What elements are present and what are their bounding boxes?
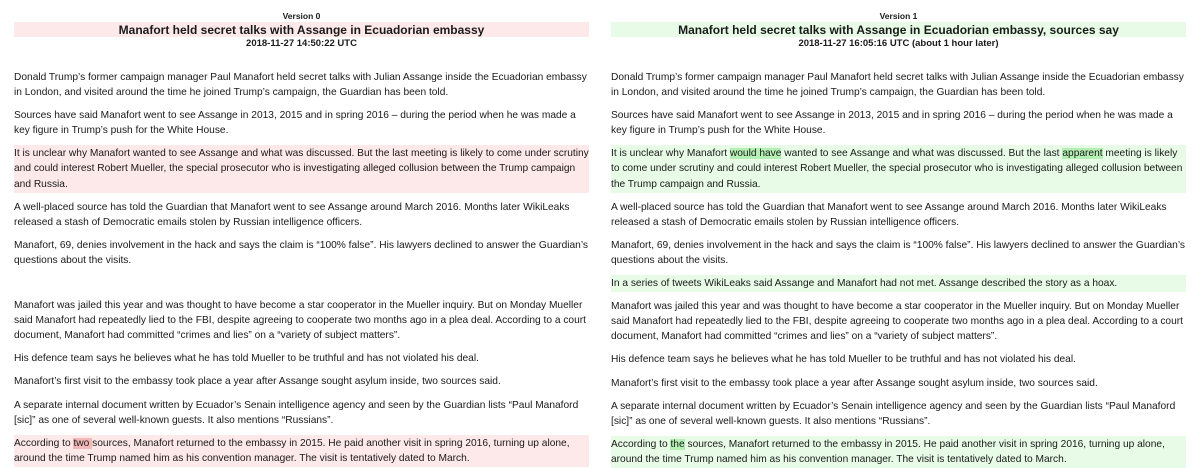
version-label: Version 0 <box>282 11 321 21</box>
text-run: According to <box>611 438 671 450</box>
text-run: meeting is likely to come under scrutiny and could interest Robert Mueller, the special prosecutor who is investigating alleged collusion between the Trump campaign and Russia. <box>611 148 1183 190</box>
paragraph: Donald Trump’s former campaign manager Paul Manafort held secret talks with Julian Assange inside the Ecuadorian embassy in London, and visited around the time he joined Trump’s campaign, the Guardian has been told. <box>14 72 587 99</box>
paragraph: Manafort was jailed this year and was thought to have become a star cooperator in the Mueller inquiry. But on Monday Mueller said Manafort had repeatedly lied to the FBI, despite agreeing to cooperate two months ago in a plea deal. According to a court document, Manafort had committed “crimes and lies” on a “variety of subject matters”. <box>611 301 1183 343</box>
text-run: sources, Manafort returned to the embassy in 2015. He paid another visit in spring 2016, turning up alone, around the time Trump named him as his convention manager. The visit is tentatively dated to March. <box>14 437 570 464</box>
removed-text: two <box>73 437 93 449</box>
text-run: wanted to see Assange and what was discussed. But the last <box>781 148 1063 160</box>
paragraph: A well-placed source has told the Guardian that Manafort went to see Assange around March 2016. Months later WikiLeaks released a stash of Democratic emails stolen by Russian intelligence officers. <box>611 201 1167 228</box>
paragraph: Manafort, 69, denies involvement in the hack and says the claim is “100% false”. His lawyers declined to answer the Guardian’s questions about the visits. <box>14 239 588 266</box>
paragraph: Manafort’s first visit to the embassy took place a year after Assange sought asylum inside, two sources said. <box>14 376 501 388</box>
timestamp: 2018-11-27 16:05:16 UTC (about 1 hour later) <box>798 38 999 49</box>
changed-paragraph <box>611 436 1186 468</box>
added-text: the <box>670 438 685 450</box>
timestamp: 2018-11-27 14:50:22 UTC <box>246 38 357 49</box>
version-label: Version 1 <box>879 11 918 21</box>
text-run: According to <box>14 437 74 449</box>
paragraph: Manafort was jailed this year and was thought to have become a star cooperator in the Mueller inquiry. But on Monday Mueller said Manafort had repeatedly lied to the FBI, despite agreeing to cooperate two months ago in a plea deal. According to a court document, Manafort had committed “crimes and lies” on a “variety of subject matters”. <box>14 300 586 342</box>
paragraph: A separate internal document written by Ecuador’s Senain intelligence agency and seen by the Guardian lists “Paul Manaford [sic]” as one of several well-known guests. It also mentions “Russians”. <box>14 399 579 426</box>
article-title: Manafort held secret talks with Assange in Ecuadorian embassy <box>14 22 589 37</box>
version-1-column <box>611 10 1186 465</box>
version-0-column <box>14 10 589 464</box>
empty-paragraph-placeholder <box>14 275 589 291</box>
paragraph: Manafort, 69, denies involvement in the hack and says the claim is “100% false”. His lawyers declined to answer the Guardian’s questions about the visits. <box>611 239 1185 266</box>
changed-paragraph <box>14 435 589 467</box>
text-run: sources, Manafort returned to the embassy in 2015. He paid another visit in spring 2016, turning up alone, around the time Trump named him as his convention manager. The visit is tentatively dated to March. <box>611 438 1165 465</box>
added-text: would have <box>729 148 782 160</box>
changed-paragraph <box>611 145 1186 192</box>
paragraph: Sources have said Manafort went to see Assange in 2013, 2015 and in spring 2016 – during the period when he was made a key figure in Trump’s push for the White House. <box>14 110 576 137</box>
article-title: Manafort held secret talks with Assange in Ecuadorian embassy, sources say <box>611 22 1186 37</box>
paragraph: Sources have said Manafort went to see Assange in 2013, 2015 and in spring 2016 – during the period when he was made a key figure in Trump’s push for the White House. <box>611 110 1173 137</box>
changed-paragraph: It is unclear why Manafort wanted to see Assange and what was discussed. But the last meeting is likely to come under scrutiny and could interest Robert Mueller, the special prosecutor who is investigating alleged collusion between the Trump campaign and Russia. <box>14 145 589 192</box>
paragraph: A separate internal document written by Ecuador’s Senain intelligence agency and seen by the Guardian lists “Paul Manaford [sic]” as one of several well-known guests. It also mentions “Russians”. <box>611 400 1176 427</box>
paragraph: His defence team says he believes what he has told Mueller to be truthful and has not violated his deal. <box>611 354 1076 366</box>
paragraph: His defence team says he believes what he has told Mueller to be truthful and has not violated his deal. <box>14 353 479 365</box>
text-run: It is unclear why Manafort <box>611 148 730 160</box>
paragraph: A well-placed source has told the Guardian that Manafort went to see Assange around March 2016. Months later WikiLeaks released a stash of Democratic emails stolen by Russian intelligence officers. <box>14 201 570 228</box>
paragraph: Donald Trump’s former campaign manager Paul Manafort held secret talks with Julian Assange inside the Ecuadorian embassy in London, and visited around the time he joined Trump’s campaign, the Guardian has been told. <box>611 72 1184 99</box>
added-paragraph: In a series of tweets WikiLeaks said Assange and Manafort had not met. Assange described the story as a hoax. <box>611 275 1186 292</box>
paragraph: Manafort’s first visit to the embassy took place a year after Assange sought asylum inside, two sources said. <box>611 377 1098 389</box>
added-text: apparent <box>1062 148 1103 160</box>
